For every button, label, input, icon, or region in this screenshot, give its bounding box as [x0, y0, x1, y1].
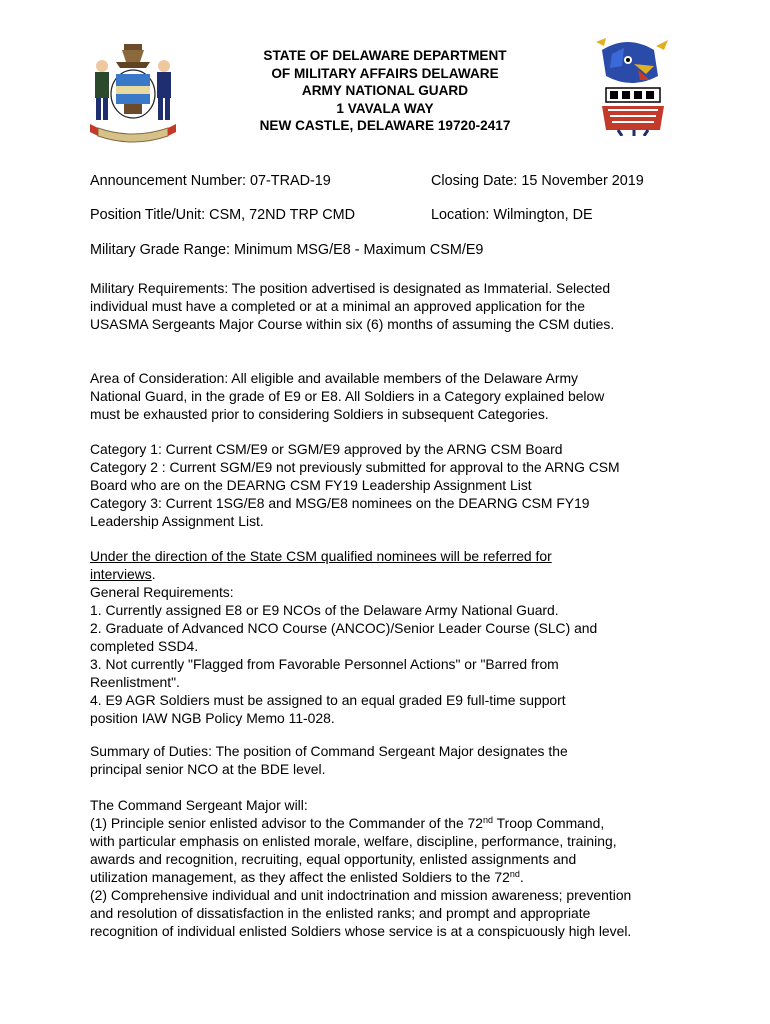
duty-text: (2) Comprehensive individual and unit indoctrination and mission awareness; prevention — [90, 887, 632, 903]
csm-duties — [90, 796, 710, 940]
text-line: principal senior NCO at the BDE level. — [90, 761, 326, 777]
category-line: Category 2 : Current SGM/E9 not previously submitted for approval to the ARNG CSM — [90, 459, 620, 475]
text-line: Area of Consideration: All eligible and available members of the Delaware Army — [90, 370, 578, 386]
text-line: USASMA Sergeants Major Course within six (6) months of assuming the CSM duties. — [90, 316, 615, 332]
national-guard-crest-image — [588, 36, 674, 136]
duty-text: utilization management, as they affect the enlisted Soldiers to the 72 — [90, 869, 510, 885]
ordinal-suffix: nd — [509, 869, 520, 879]
duty-text: recognition of individual enlisted Soldiers whose service is at a conspicuously high level. — [90, 923, 632, 939]
direction-period: . — [151, 566, 156, 582]
announcement-number: Announcement Number: 07-TRAD-19 — [90, 173, 331, 189]
military-grade-range: Military Grade Range: Minimum MSG/E8 - Maximum CSM/E9 — [90, 242, 484, 258]
requirement-line: position IAW NGB Policy Memo 11-028. — [90, 710, 335, 726]
text-line: National Guard, in the grade of E9 or E8. All Soldiers in a Category explained below — [90, 388, 605, 404]
category-line: Board who are on the DEARNG CSM FY19 Leadership Assignment List — [90, 477, 532, 493]
text-line: Military Requirements: The position advertised is designated as Immaterial. Selected — [90, 280, 611, 296]
ordinal-suffix: nd — [483, 815, 494, 825]
requirement-line: 4. E9 AGR Soldiers must be assigned to an equal graded E9 full-time support — [90, 692, 566, 708]
direction-line: Under the direction of the State CSM qualified nominees will be referred for — [90, 548, 552, 564]
requirement-line: Reenlistment". — [90, 674, 180, 690]
summary-of-duties — [90, 742, 690, 778]
duty-text: (1) Principle senior enlisted advisor to the Commander of the 72 — [90, 815, 483, 831]
requirement-line: 1. Currently assigned E8 or E9 NCOs of the Delaware Army National Guard. — [90, 602, 559, 618]
text-line: must be exhausted prior to considering Soldiers in subsequent Categories. — [90, 406, 549, 422]
closing-date: Closing Date: 15 November 2019 — [431, 173, 644, 189]
duty-text: with particular emphasis on enlisted morale, welfare, discipline, performance, training, — [90, 833, 617, 849]
letterhead-line: NEW CASTLE, DELAWARE 19720-2417 — [259, 118, 511, 134]
position-title: Position Title/Unit: CSM, 72ND TRP CMD — [90, 207, 355, 223]
letterhead-line: 1 VAVALA WAY — [336, 100, 434, 116]
requirement-line: completed SSD4. — [90, 638, 199, 654]
requirement-line: 2. Graduate of Advanced NCO Course (ANCOC)/Senior Leader Course (SLC) and — [90, 620, 598, 636]
duty-text: and resolution of dissatisfaction in the enlisted ranks; and prompt and appropriate — [90, 905, 591, 921]
text-line: individual must have a completed or at a minimal an approved application for the — [90, 298, 585, 314]
delaware-state-seal-image — [86, 40, 180, 150]
csm-intro: The Command Sergeant Major will: — [90, 797, 308, 813]
duty-text: awards and recognition, recruiting, equal opportunity, enlisted assignments and — [90, 851, 577, 867]
military-requirements — [90, 279, 690, 333]
location: Location: Wilmington, DE — [431, 207, 593, 223]
text-line: Summary of Duties: The position of Command Sergeant Major designates the — [90, 743, 568, 759]
general-requirements-heading: General Requirements: — [90, 584, 234, 600]
category-line: Leadership Assignment List. — [90, 513, 264, 529]
category-line: Category 3: Current 1SG/E8 and MSG/E8 nominees on the DEARNG CSM FY19 — [90, 495, 590, 511]
letterhead-line: OF MILITARY AFFAIRS DELAWARE — [271, 65, 499, 81]
letterhead — [215, 47, 555, 135]
categories — [90, 440, 690, 530]
letterhead-line: STATE OF DELAWARE DEPARTMENT — [263, 48, 507, 63]
category-line: Category 1: Current CSM/E9 or SGM/E9 approved by the ARNG CSM Board — [90, 441, 563, 457]
duty-text: . — [519, 869, 524, 885]
requirement-line: 3. Not currently "Flagged from Favorable Personnel Actions" or "Barred from — [90, 656, 559, 672]
area-of-consideration — [90, 369, 690, 423]
duty-text: Troop Command, — [493, 815, 605, 831]
direction-and-general-requirements — [90, 547, 690, 727]
letterhead-line: ARMY NATIONAL GUARD — [301, 83, 469, 99]
direction-line: interviews — [90, 566, 152, 582]
